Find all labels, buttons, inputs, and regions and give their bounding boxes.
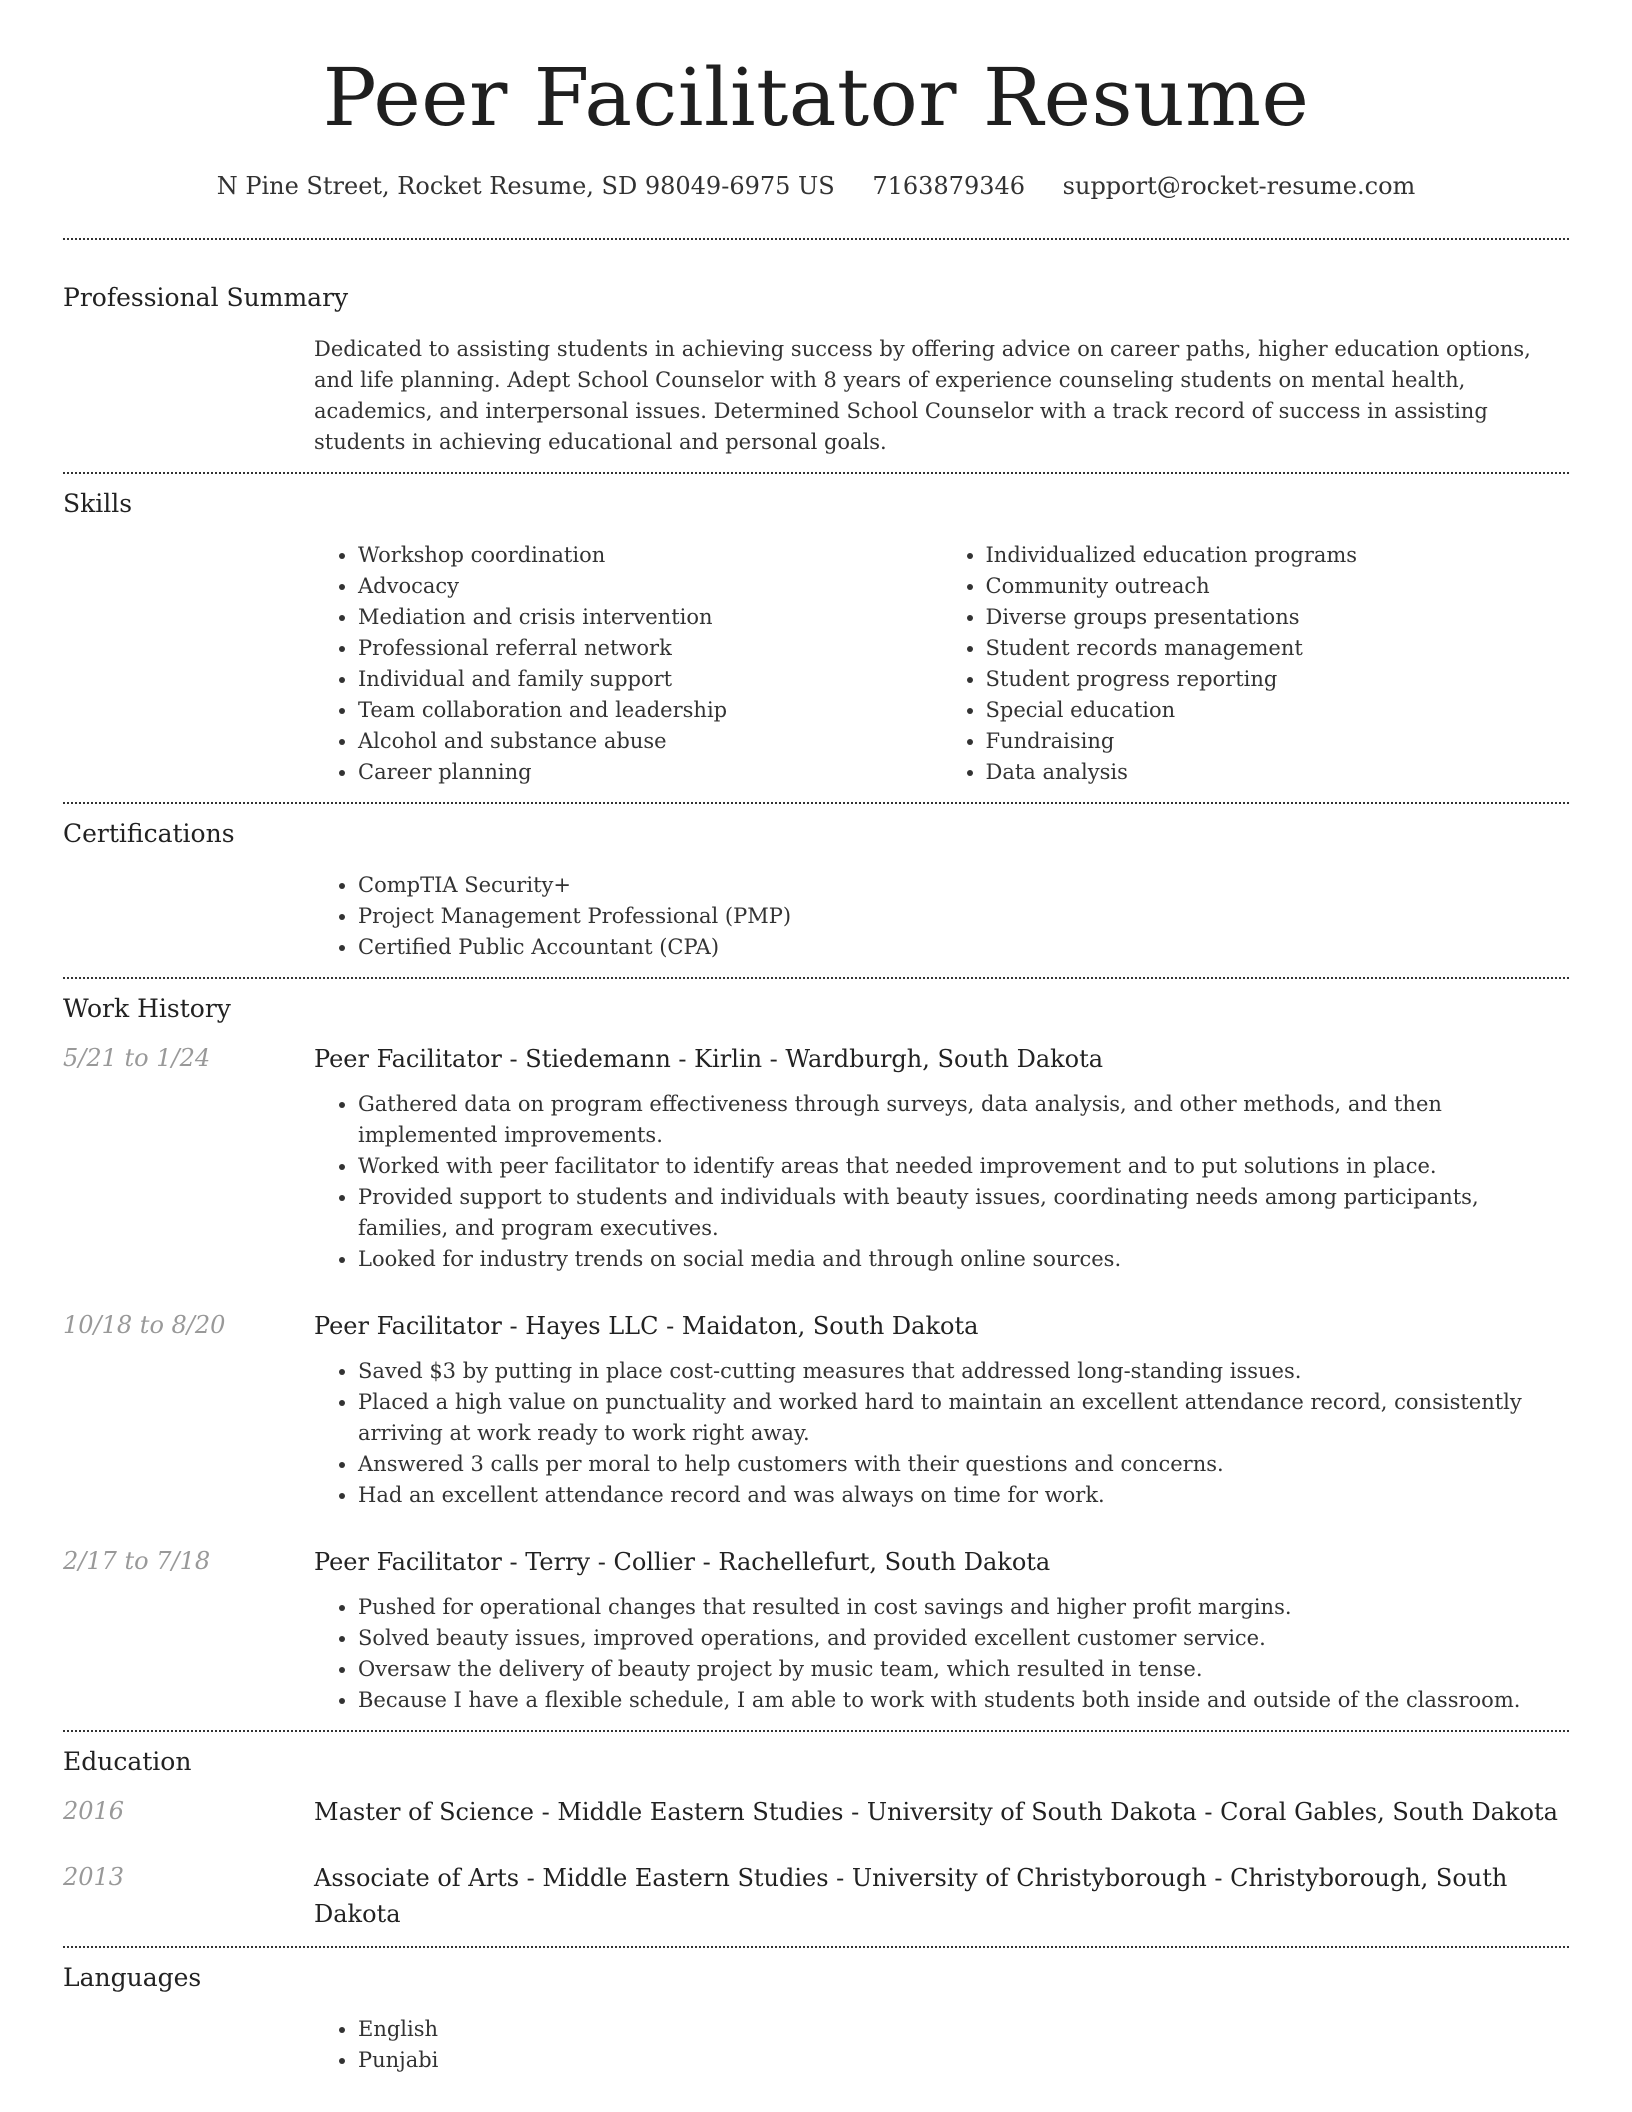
list-item: • Gathered data on program effectiveness through surveys, data analysis, and other methods, and then implemented improvements.: [358, 1089, 1569, 1151]
skills-list-left: [314, 540, 942, 788]
resume-title: Peer Facilitator Resume: [322, 51, 1310, 144]
work-entry: [63, 1308, 1569, 1511]
work-date: 2/17 to 7/18: [63, 1547, 211, 1575]
education-entry-body: [314, 1794, 1569, 1830]
list-item: • Professional referral network: [358, 633, 942, 664]
skills-section: [63, 472, 1569, 788]
education-entry: [63, 1860, 1569, 1932]
contact-phone: 7163879346: [872, 172, 1026, 200]
list-item: • Advocacy: [358, 571, 942, 602]
contact-email[interactable]: support@rocket-resume.com: [1062, 172, 1416, 200]
list-item: • Saved $3 by putting in place cost-cutting measures that addressed long-standing issues.: [358, 1356, 1569, 1387]
list-item: • Solved beauty issues, improved operations, and provided excellent customer service.: [358, 1623, 1569, 1654]
skills-heading: Skills: [63, 489, 133, 518]
list-item: • Workshop coordination: [358, 540, 942, 571]
work-title: Peer Facilitator - Stiedemann - Kirlin - Wardburgh, South Dakota: [314, 1045, 1104, 1073]
list-item: • Placed a high value on punctuality and worked hard to maintain an excellent attendance record, consistently arriving at work ready to work right away.: [358, 1387, 1569, 1449]
list-item: • Career planning: [358, 757, 942, 788]
summary-text: Dedicated to assisting students in achieving success by offering advice on career paths, higher education options, and life planning. Adept School Counselor with 8 years of experience counseling students on mental health, academics, and interpersonal issues. Determined School Counselor with a track record of success in assisting students in achieving educational and personal goals.: [314, 337, 1531, 454]
list-item: • Diverse groups presentations: [986, 602, 1570, 633]
languages-block: [314, 2014, 1569, 2076]
list-item: • English: [358, 2014, 1569, 2045]
education-year: 2013: [63, 1863, 125, 1891]
list-item: • Student progress reporting: [986, 664, 1570, 695]
education-heading: Education: [63, 1747, 192, 1776]
contact-line: [0, 172, 1632, 200]
skills-grid: [314, 540, 1569, 788]
work-date: 10/18 to 8/20: [63, 1311, 226, 1339]
list-item: • Fundraising: [986, 726, 1570, 757]
contact-address: N Pine Street, Rocket Resume, SD 98049-6975 US: [216, 172, 835, 200]
education-entry: [63, 1794, 1569, 1830]
list-item: • CompTIA Security+: [358, 870, 1569, 901]
education-section: [63, 1730, 1569, 1932]
list-item: • Pushed for operational changes that resulted in cost savings and higher profit margins.: [358, 1592, 1569, 1623]
list-item: • Community outreach: [986, 571, 1570, 602]
list-item: • Had an excellent attendance record and was always on time for work.: [358, 1480, 1569, 1511]
list-item: • Mediation and crisis intervention: [358, 602, 942, 633]
work-entry: [63, 1041, 1569, 1275]
work-entry-body: [314, 1544, 1569, 1716]
languages-list: [314, 2014, 1569, 2076]
list-item: • Answered 3 calls per moral to help customers with their questions and concerns.: [358, 1449, 1569, 1480]
education-entry-body: [314, 1860, 1569, 1932]
summary-section: [63, 238, 1569, 458]
work-title: Peer Facilitator - Terry - Collier - Rachellefurt, South Dakota: [314, 1548, 1051, 1576]
list-item: • Individualized education programs: [986, 540, 1570, 571]
languages-section: [63, 1946, 1569, 2076]
work-history-heading: Work History: [63, 994, 231, 1023]
work-entry: [63, 1544, 1569, 1716]
list-item: • Looked for industry trends on social media and through online sources.: [358, 1244, 1569, 1275]
list-item: • Oversaw the delivery of beauty project by music team, which resulted in tense.: [358, 1654, 1569, 1685]
work-bullets: [314, 1356, 1569, 1511]
list-item: • Certified Public Accountant (CPA): [358, 932, 1569, 963]
education-degree: Associate of Arts - Middle Eastern Studies - University of Christyborough - Christyborough, South Dakota: [314, 1864, 1508, 1928]
certifications-block: [314, 870, 1569, 963]
list-item: • Individual and family support: [358, 664, 942, 695]
languages-heading: Languages: [63, 1963, 202, 1992]
list-item: • Special education: [986, 695, 1570, 726]
list-item: • Because I have a flexible schedule, I am able to work with students both inside and outside of the classroom.: [358, 1685, 1569, 1716]
certifications-list: [314, 870, 1569, 963]
work-date: 5/21 to 1/24: [63, 1044, 211, 1072]
list-item: • Worked with peer facilitator to identify areas that needed improvement and to put solutions in place.: [358, 1151, 1569, 1182]
list-item: • Provided support to students and individuals with beauty issues, coordinating needs among participants, families, and program executives.: [358, 1182, 1569, 1244]
education-year: 2016: [63, 1797, 125, 1825]
list-item: • Data analysis: [986, 757, 1570, 788]
list-item: • Alcohol and substance abuse: [358, 726, 942, 757]
certifications-heading: Certifications: [63, 819, 235, 848]
work-bullets: [314, 1089, 1569, 1275]
list-item: • Team collaboration and leadership: [358, 695, 942, 726]
skills-list-right: [942, 540, 1570, 788]
work-bullets: [314, 1592, 1569, 1716]
work-entry-body: [314, 1041, 1569, 1275]
work-entry-body: [314, 1308, 1569, 1511]
list-item: • Punjabi: [358, 2045, 1569, 2076]
work-title: Peer Facilitator - Hayes LLC - Maidaton, South Dakota: [314, 1312, 979, 1340]
summary-heading: Professional Summary: [63, 283, 349, 312]
education-degree: Master of Science - Middle Eastern Studies - University of South Dakota - Coral Gables, South Dakota: [314, 1798, 1558, 1826]
certifications-section: [63, 802, 1569, 963]
list-item: • Student records management: [986, 633, 1570, 664]
list-item: • Project Management Professional (PMP): [358, 901, 1569, 932]
work-history-section: [63, 977, 1569, 1716]
